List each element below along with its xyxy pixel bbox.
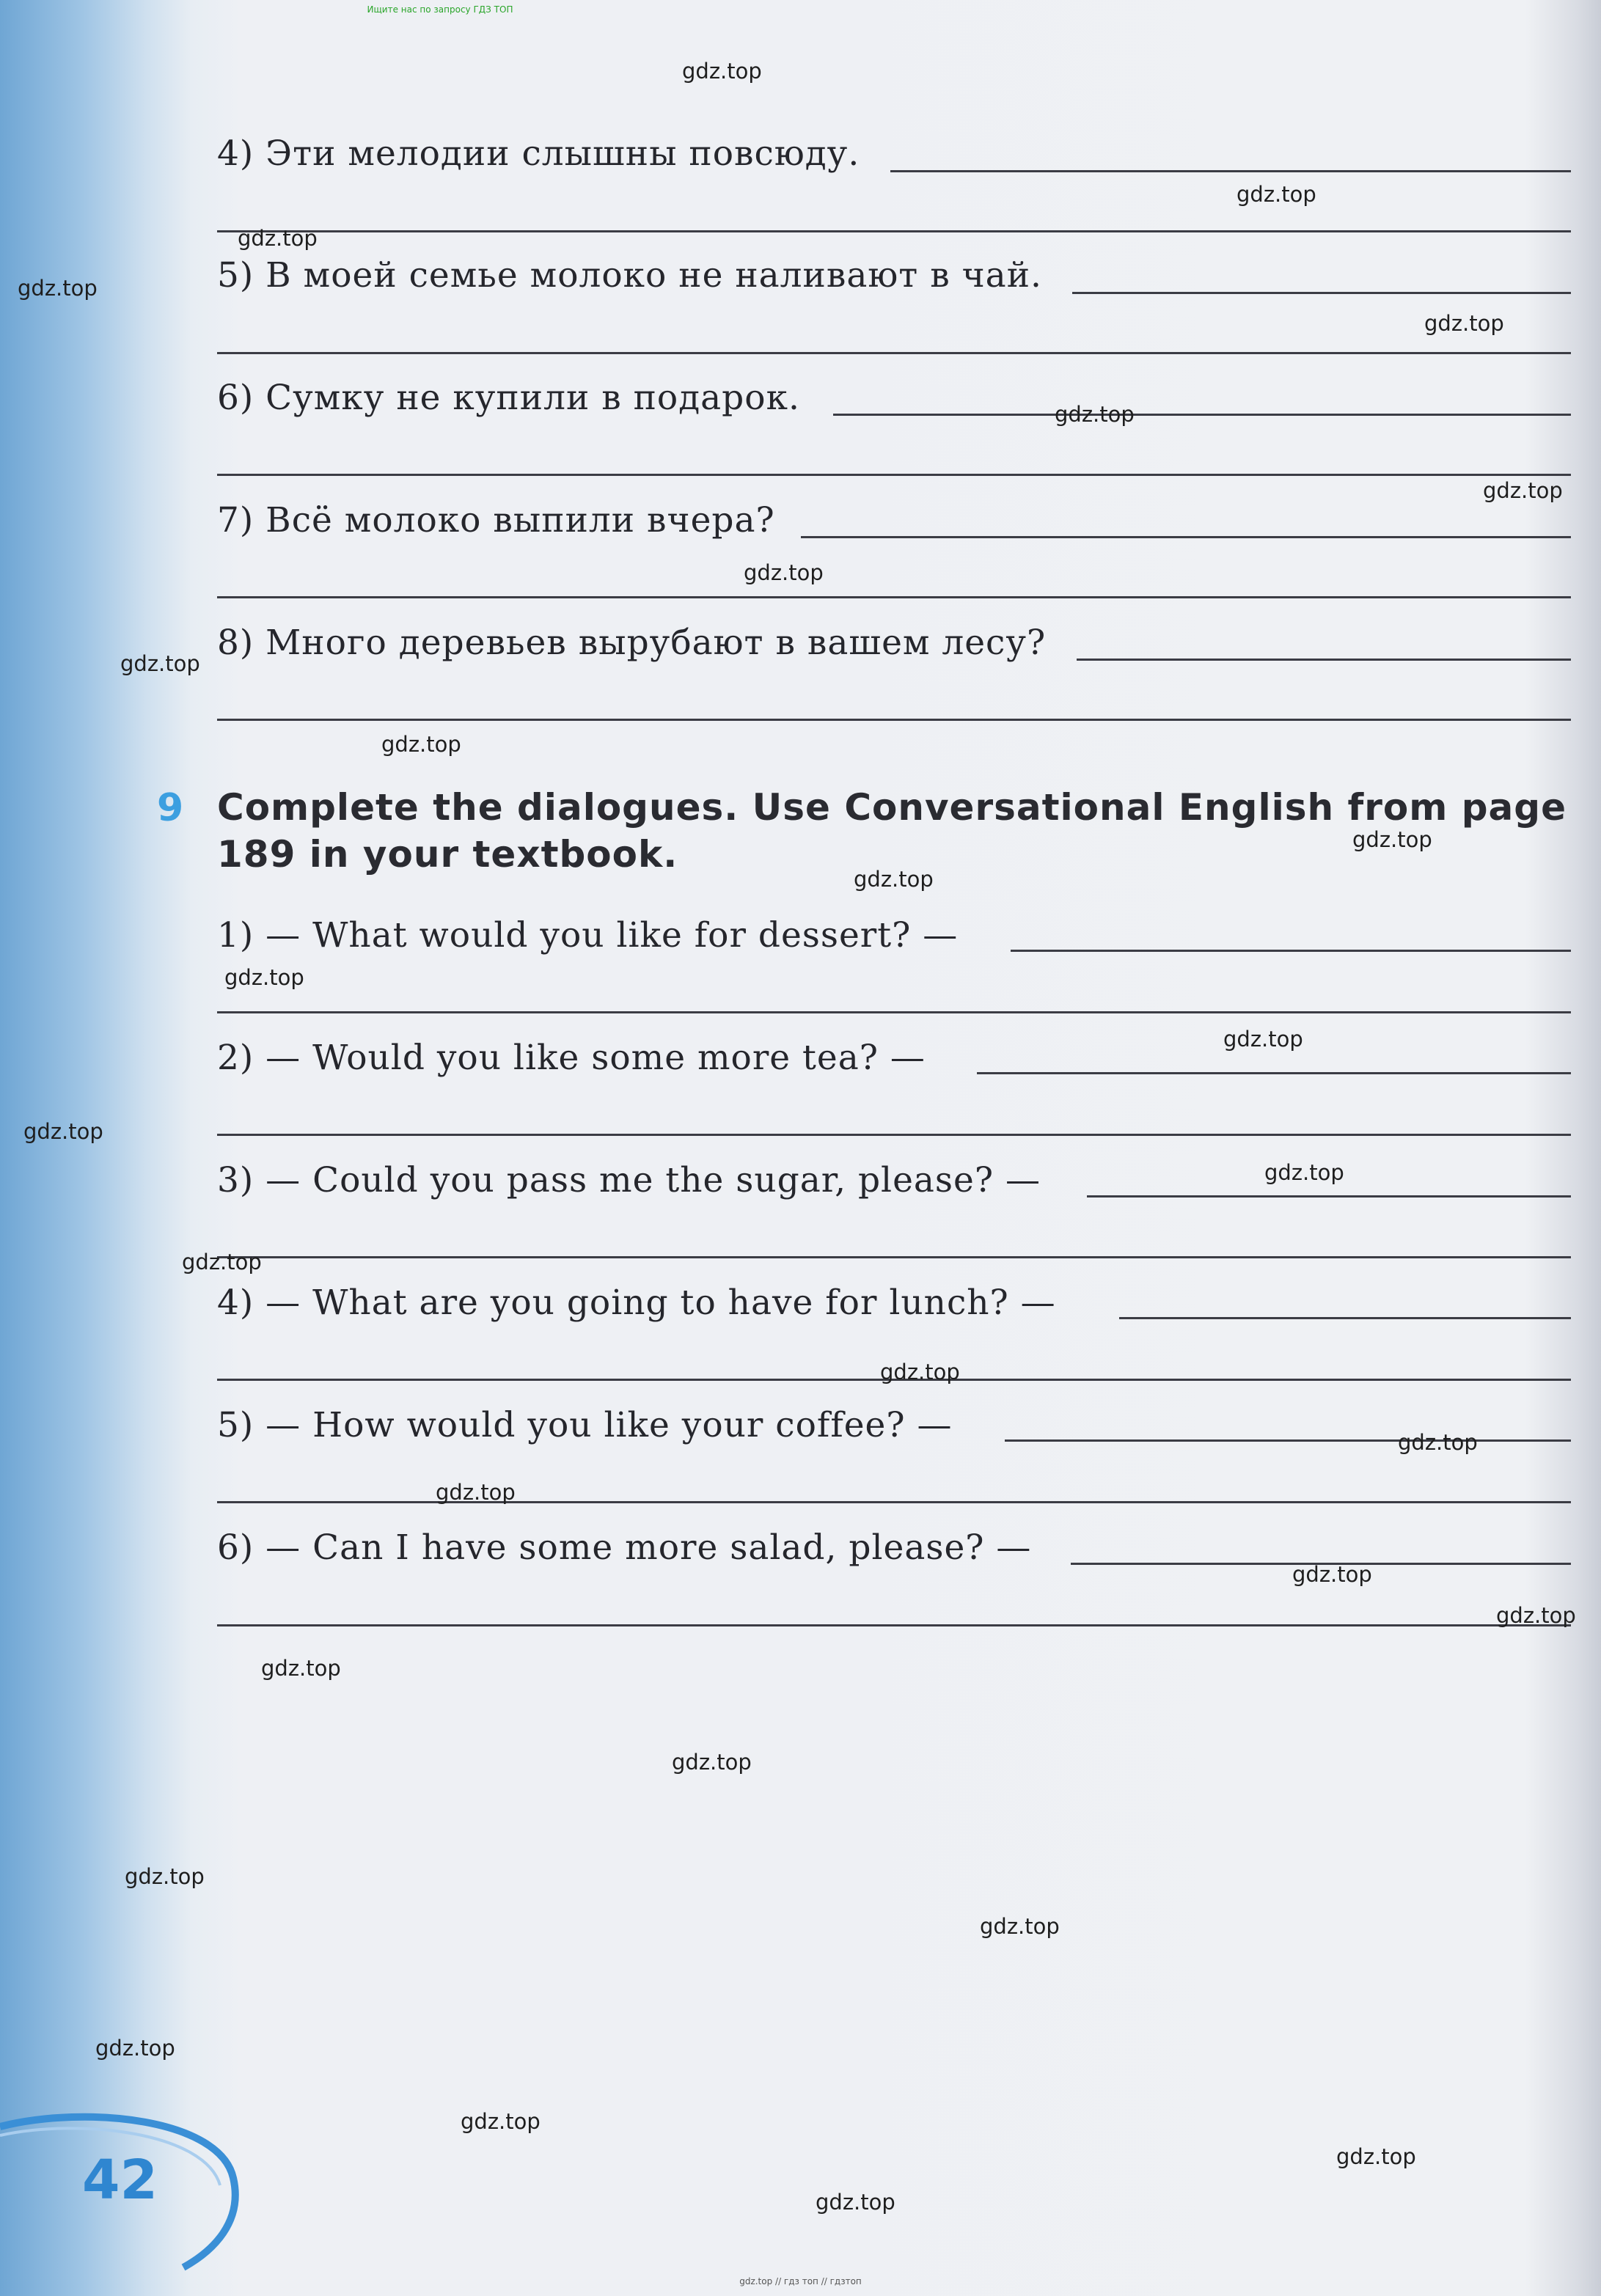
header-note: Ищите нас по запросу ГДЗ ТОП [367,4,513,15]
dialogue-item: 3) — Could you pass me the sugar, please? — [217,1160,1041,1200]
watermark: gdz.top [23,1119,103,1144]
page-number: 42 [82,2149,158,2212]
watermark: gdz.top [261,1656,341,1681]
dialogue-item: 5) — How would you like your coffee? — [217,1405,953,1445]
watermark: gdz.top [682,59,762,84]
answer-line[interactable] [1011,950,1571,952]
exercise-number: 9 [157,786,184,830]
answer-line[interactable] [217,1134,1571,1136]
watermark: gdz.top [95,2036,175,2061]
answer-line[interactable] [217,1624,1571,1626]
watermark: gdz.top [1223,1027,1303,1052]
answer-line[interactable] [977,1072,1571,1074]
watermark: gdz.top [1496,1603,1576,1628]
answer-line[interactable] [1077,659,1571,661]
dialogue-item: 2) — Would you like some more tea? — [217,1038,926,1078]
watermark: gdz.top [1424,311,1504,336]
exercise-item: 6) Сумку не купили в подарок. [217,378,800,418]
watermark: gdz.top [880,1360,960,1384]
watermark: gdz.top [18,276,98,301]
watermark: gdz.top [1264,1160,1344,1185]
dialogue-item: 4) — What are you going to have for lunch? — [217,1283,1056,1323]
watermark: gdz.top [238,226,318,251]
exercise-item: 7) Всё молоко выпили вчера? [217,500,775,540]
watermark: gdz.top [1237,182,1316,207]
watermark: gdz.top [1398,1430,1478,1455]
answer-line[interactable] [801,536,1571,538]
answer-line[interactable] [1087,1195,1571,1197]
answer-line[interactable] [1005,1439,1571,1442]
footer-note: gdz.top // гдз топ // гдзтоп [739,2276,862,2286]
exercise-item: 4) Эти мелодии слышны повсюду. [217,133,860,174]
answer-line[interactable] [217,1501,1571,1503]
answer-line[interactable] [1072,292,1571,294]
watermark: gdz.top [381,732,461,757]
watermark: gdz.top [461,2109,541,2134]
watermark: gdz.top [816,2190,895,2215]
watermark: gdz.top [854,867,934,892]
watermark: gdz.top [672,1750,752,1775]
exercise-instruction: Complete the dialogues. Use Conversational English from page [217,786,1567,829]
answer-line[interactable] [217,352,1571,354]
watermark: gdz.top [1352,827,1432,852]
watermark: gdz.top [120,651,200,676]
answer-line[interactable] [217,1011,1571,1013]
watermark: gdz.top [182,1250,262,1274]
exercise-item: 5) В моей семье молоко не наливают в чай. [217,255,1042,296]
watermark: gdz.top [744,560,824,585]
answer-line[interactable] [217,230,1571,232]
watermark: gdz.top [125,1864,205,1889]
watermark: gdz.top [436,1480,516,1505]
answer-line[interactable] [217,1256,1571,1258]
watermark: gdz.top [1292,1562,1372,1587]
answer-line[interactable] [217,719,1571,721]
watermark: gdz.top [980,1914,1060,1939]
watermark: gdz.top [1483,478,1563,503]
watermark: gdz.top [224,965,304,990]
answer-line[interactable] [217,474,1571,476]
answer-line[interactable] [833,414,1571,416]
exercise-item: 8) Много деревьев вырубают в вашем лесу? [217,623,1047,663]
answer-line[interactable] [890,170,1571,172]
dialogue-item: 1) — What would you like for dessert? — [217,915,959,956]
exercise-instruction-cont: 189 in your textbook. [217,833,678,876]
dialogue-item: 6) — Can I have some more salad, please? — [217,1527,1032,1568]
watermark: gdz.top [1055,402,1135,427]
watermark: gdz.top [1336,2144,1416,2169]
answer-line[interactable] [1119,1317,1571,1319]
answer-line[interactable] [217,596,1571,598]
